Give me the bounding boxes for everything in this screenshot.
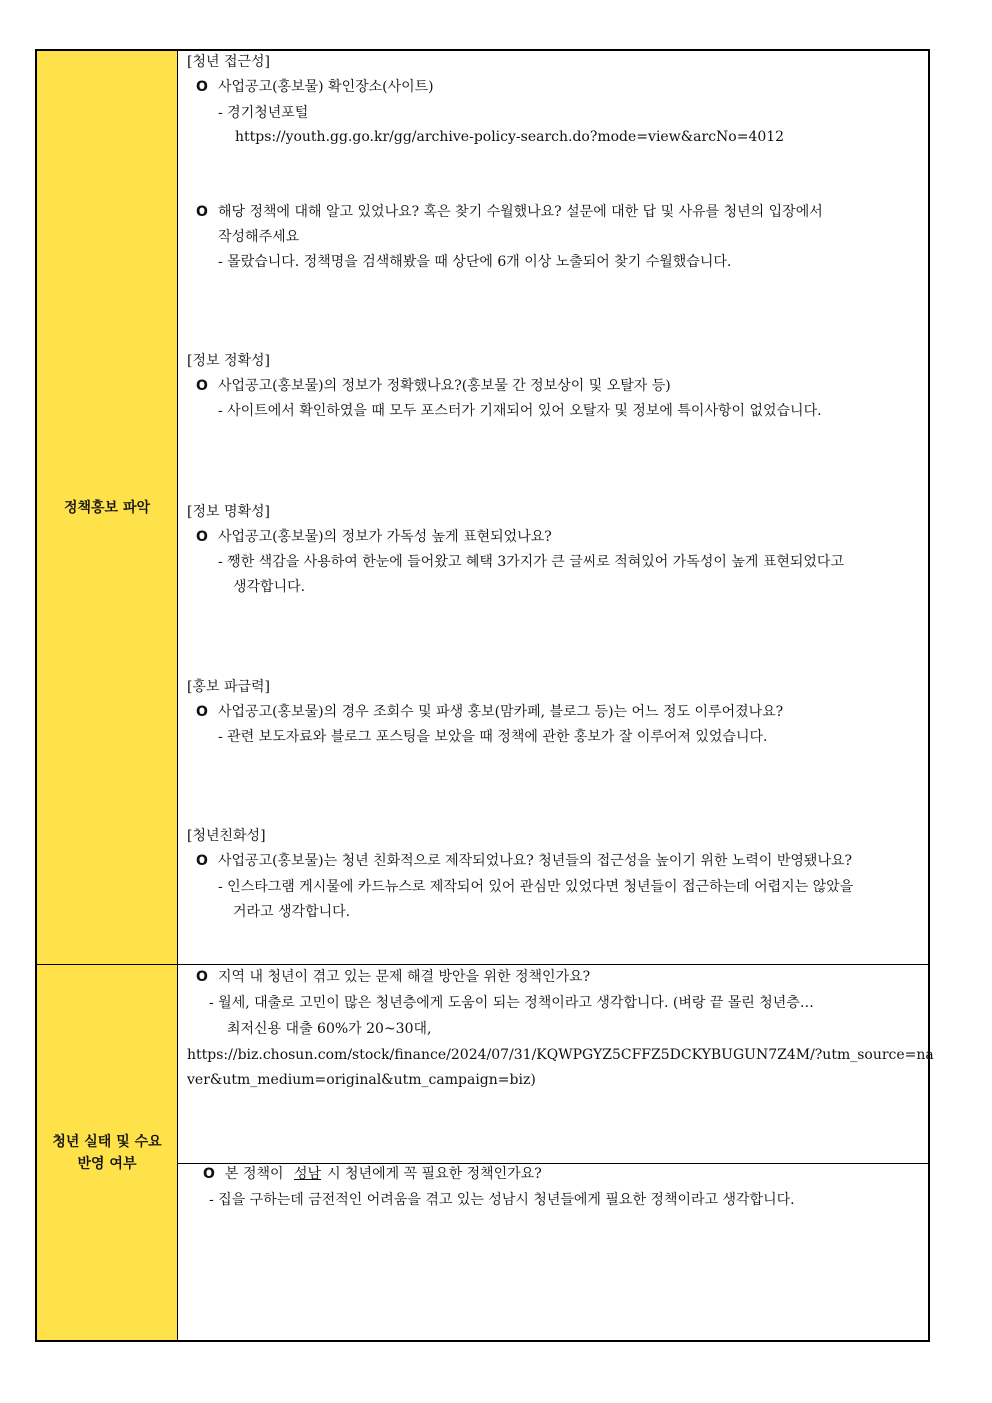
answer-text: - 집을 구하는데 금전적인 어려움을 겪고 있는 성남시 청년들에게 필요한 정책이라고 생각합니다. xyxy=(209,1192,795,1208)
question-text: 해당 정책에 대해 알고 있었나요? 혹은 찾기 수월했나요? 설문에 대한 답 및 사유를 청년의 입장에서 xyxy=(218,204,823,220)
answer-text: - 경기청년포털 xyxy=(218,105,309,121)
question-line xyxy=(196,526,552,548)
section-heading: [홍보 파급력] xyxy=(187,679,270,695)
question-line xyxy=(196,701,783,723)
local-problem-block xyxy=(178,965,934,1164)
question-text-cont: 작성해주세요 xyxy=(218,229,300,245)
evaluation-table xyxy=(35,49,934,1342)
row-label-line2: 반영 여부 xyxy=(77,1155,137,1172)
question-text: 사업공고(홍보물)의 정보가 가독성 높게 표현되었나요? xyxy=(218,529,552,545)
answer-text: - 사이트에서 확인하였을 때 모두 포스터가 기재되어 있어 오탈자 및 정보에 특이사항이 없었습니다. xyxy=(218,403,822,419)
bullet-circle-icon: O xyxy=(196,79,208,95)
answer-text-cont: 거라고 생각합니다. xyxy=(233,904,351,920)
bullet-circle-icon: O xyxy=(203,1166,215,1182)
source-url-line2: ver&utm_medium=original&utm_campaign=biz) xyxy=(187,1072,536,1088)
question-text-before: 본 정책이 xyxy=(225,1166,284,1182)
answer-text: - 월세, 대출로 고민이 많은 청년층에게 도움이 되는 정책이라고 생각합니다. (벼랑 끝 몰린 청년층… xyxy=(209,995,814,1011)
question-line xyxy=(196,850,852,872)
question-text: 사업공고(홍보물)는 청년 친화적으로 제작되었나요? 청년들의 접근성을 높이기 위한 노력이 반영됐나요? xyxy=(218,853,852,869)
answer-text: - 몰랐습니다. 정책명을 검색해봤을 때 상단에 6개 이상 노출되어 찾기 수월했습니다. xyxy=(218,254,732,270)
policy-promotion-content xyxy=(178,51,928,964)
row-label-policy-promotion xyxy=(37,51,178,964)
row-label-line1: 청년 실태 및 수요 xyxy=(52,1133,162,1150)
answer-text: - 인스타그램 게시물에 카드뉴스로 제작되어 있어 관심만 있었다면 청년들이 접근하는데 어렵지는 않았을 xyxy=(218,879,854,895)
bullet-circle-icon: O xyxy=(196,704,208,720)
city-name-field: 성남 xyxy=(294,1166,322,1182)
youth-demand-row xyxy=(37,965,934,1340)
answer-text: - 쨍한 색감을 사용하여 한눈에 들어왔고 혜택 3가지가 큰 글씨로 적혀있어 가독성이 높게 표현되었다고 xyxy=(218,554,844,570)
bullet-circle-icon: O xyxy=(196,204,208,220)
bullet-circle-icon: O xyxy=(196,969,208,985)
question-line xyxy=(196,201,823,223)
question-line xyxy=(203,1163,542,1185)
source-url-line1: https://biz.chosun.com/stock/finance/2024/07/31/KQWPGYZ5CFFZ5DCKYBUGUN7Z4M/?utm_source=na xyxy=(187,1047,934,1063)
answer-text-cont: 최저신용 대출 60%가 20~30대, xyxy=(227,1021,432,1037)
youth-demand-content xyxy=(178,965,934,1340)
question-text-after: 시 청년에게 꼭 필요한 정책인가요? xyxy=(327,1166,542,1182)
section-heading: [청년 접근성] xyxy=(187,54,270,70)
city-need-block xyxy=(178,1163,928,1340)
bullet-circle-icon: O xyxy=(196,853,208,869)
answer-text: - 관련 보도자료와 블로그 포스팅을 보았을 때 정책에 관한 홍보가 잘 이루어져 있었습니다. xyxy=(218,729,768,745)
policy-promotion-row xyxy=(37,51,928,965)
bullet-circle-icon: O xyxy=(196,529,208,545)
question-text: 사업공고(홍보물)의 정보가 정확했나요?(홍보물 간 정보상이 및 오탈자 등) xyxy=(218,378,671,394)
question-text: 지역 내 청년이 겪고 있는 문제 해결 방안을 위한 정책인가요? xyxy=(218,969,591,985)
row-label-text: 정책홍보 파악 xyxy=(63,499,151,516)
answer-url: https://youth.gg.go.kr/gg/archive-policy-search.do?mode=view&arcNo=4012 xyxy=(235,129,785,145)
row-label-youth-demand xyxy=(37,965,178,1340)
question-text: 사업공고(홍보물)의 경우 조회수 및 파생 홍보(맘카페, 블로그 등)는 어느 정도 이루어졌나요? xyxy=(218,704,784,720)
section-heading: [정보 명확성] xyxy=(187,504,270,520)
answer-text-cont: 생각합니다. xyxy=(233,579,306,595)
section-heading: [청년친화성] xyxy=(187,828,266,844)
question-text: 사업공고(홍보물) 확인장소(사이트) xyxy=(218,79,434,95)
section-heading: [정보 정확성] xyxy=(187,353,270,369)
question-line xyxy=(196,375,671,397)
question-line xyxy=(196,76,434,98)
question-line xyxy=(196,966,590,988)
bullet-circle-icon: O xyxy=(196,378,208,394)
